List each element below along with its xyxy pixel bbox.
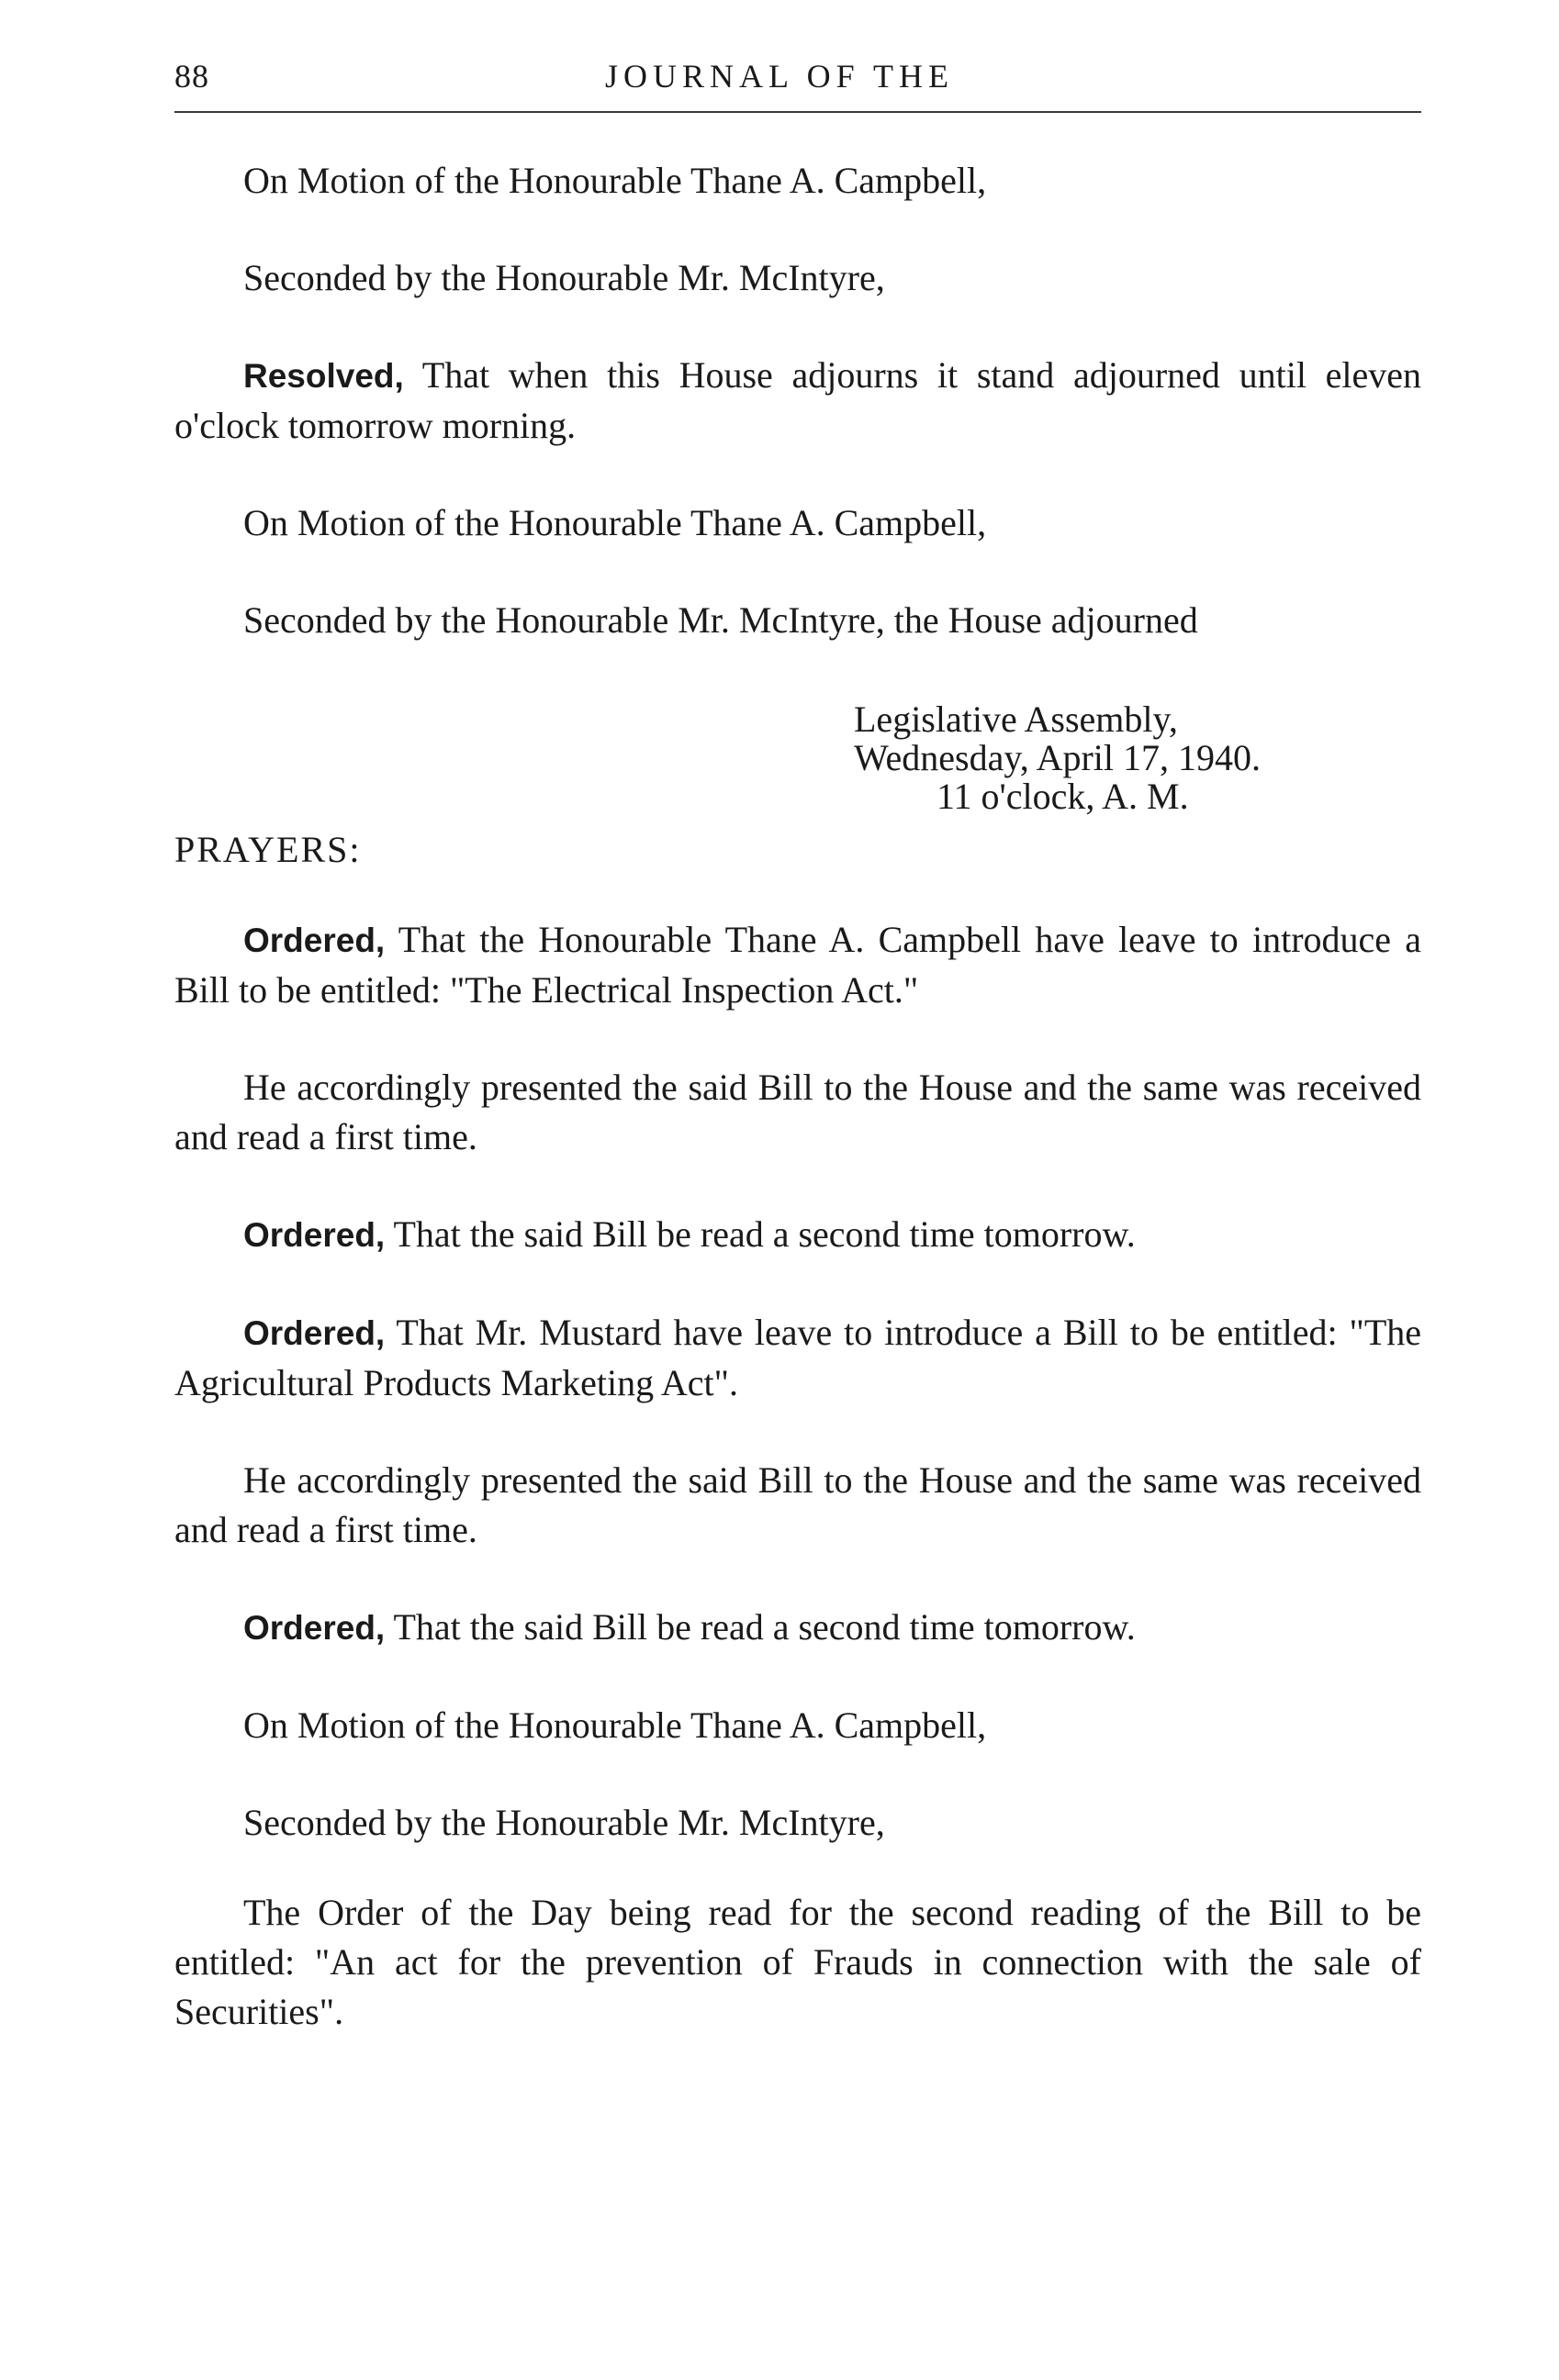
paragraph-text: The Order of the Day being read for the second reading of the Bill to be entitled: "An act for the prevention of Frauds in connection with the sale of Securities".	[174, 1892, 1421, 2032]
adjourned-paragraph	[174, 596, 1421, 645]
seconded-paragraph	[174, 1798, 1421, 1848]
resolved-paragraph	[174, 351, 1421, 451]
dateline-date: Wednesday, April 17, 1940.	[854, 737, 1262, 778]
presented-paragraph	[174, 1456, 1421, 1555]
paragraph-text: He accordingly presented the said Bill to the House and the same was received and read a first time.	[174, 1067, 1421, 1157]
paragraph-keyword: Ordered,	[243, 922, 386, 959]
paragraph-text: That Mr. Mustard have leave to introduce a Bill to be entitled: "The Agricultural Products Marketing Act".	[174, 1312, 1421, 1403]
paragraph-keyword: Ordered,	[243, 1314, 386, 1352]
seconded-paragraph	[174, 253, 1421, 303]
paragraph-text: On Motion of the Honourable Thane A. Campbell,	[243, 1704, 987, 1746]
paragraph-text: He accordingly presented the said Bill to the House and the same was received and read a first time.	[174, 1459, 1421, 1550]
paragraph-keyword: Resolved,	[243, 357, 404, 395]
page-number: 88	[174, 58, 209, 95]
dateline	[854, 700, 1421, 816]
paragraph-keyword: Ordered,	[243, 1216, 386, 1254]
ordered-paragraph	[174, 1210, 1421, 1260]
paragraph-text: Seconded by the Honourable Mr. McIntyre, the House adjourned	[243, 599, 1198, 641]
paragraph-text: On Motion of the Honourable Thane A. Campbell,	[243, 160, 987, 201]
presented-paragraph	[174, 1063, 1421, 1162]
ordered-paragraph	[174, 1603, 1421, 1653]
motion-paragraph	[174, 498, 1421, 548]
paragraph-text: That the said Bill be read a second time tomorrow.	[385, 1606, 1136, 1648]
motion-paragraph	[174, 156, 1421, 206]
dateline-time: 11 o'clock, A. M.	[937, 776, 1189, 817]
running-head: JOURNAL OF THE	[604, 58, 954, 95]
ordered-paragraph	[174, 1308, 1421, 1408]
paragraph-text: That the Honourable Thane A. Campbell have leave to introduce a Bill to be entitled: "The Electrical Inspection Act."	[174, 919, 1421, 1011]
prayers-heading: PRAYERS:	[174, 829, 362, 870]
ordered-paragraph	[174, 915, 1421, 1015]
header-rule	[174, 111, 1421, 113]
order-of-day-paragraph	[174, 1888, 1421, 2037]
paragraph-text: That the said Bill be read a second time tomorrow.	[385, 1213, 1136, 1255]
motion-paragraph	[174, 1701, 1421, 1750]
paragraph-text: On Motion of the Honourable Thane A. Campbell,	[243, 502, 987, 543]
paragraph-text: Seconded by the Honourable Mr. McIntyre,	[243, 257, 885, 298]
page-body	[174, 156, 1421, 2037]
dateline-assembly: Legislative Assembly,	[854, 698, 1178, 740]
paragraph-text: Seconded by the Honourable Mr. McIntyre,	[243, 1802, 885, 1843]
paragraph-text: That when this House adjourns it stand adjourned until eleven o'clock tomorrow morning.	[174, 354, 1421, 446]
paragraph-keyword: Ordered,	[243, 1609, 386, 1647]
